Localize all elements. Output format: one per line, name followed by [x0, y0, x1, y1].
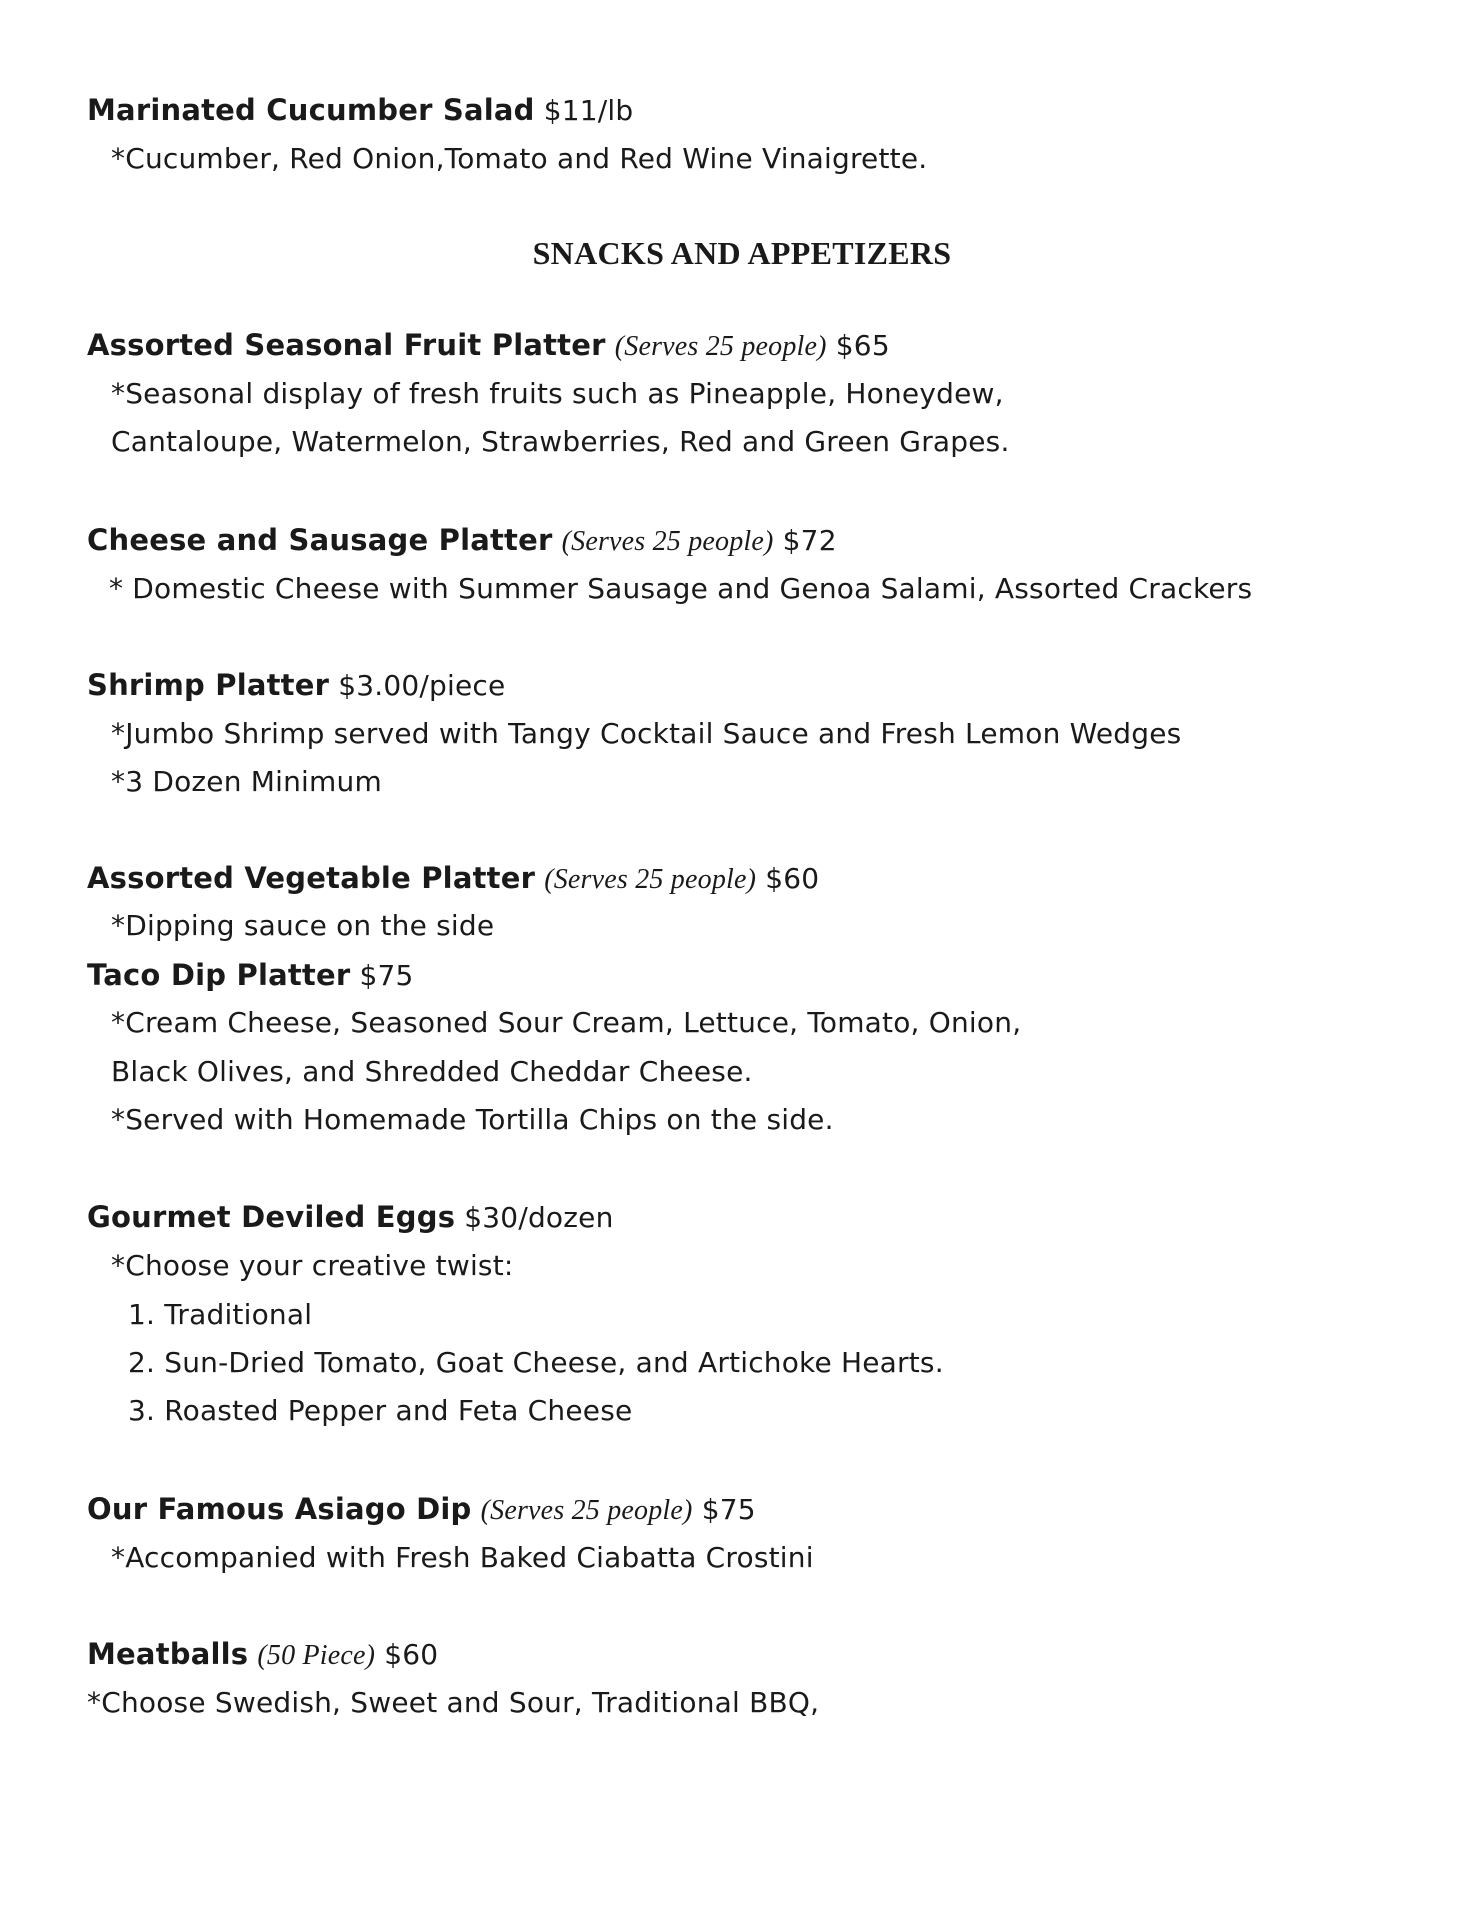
item-description: *Choose your creative twist:	[111, 1249, 514, 1282]
item-description: *Jumbo Shrimp served with Tangy Cocktail Sauce and Fresh Lemon Wedges	[111, 717, 1182, 750]
section-title: SNACKS AND APPETIZERS	[532, 235, 952, 271]
item-price: $65	[835, 329, 890, 362]
item-price: $3.00/piece	[338, 669, 506, 702]
item-description: *Dipping sauce on the side	[111, 909, 495, 942]
item-name: Our Famous Asiago Dip	[87, 1492, 472, 1526]
item-name: Gourmet Deviled Eggs	[87, 1200, 456, 1234]
list-item: 1. Traditional	[128, 1298, 313, 1331]
menu-item-heading	[87, 858, 819, 900]
item-description: *3 Dozen Minimum	[111, 765, 382, 798]
item-price: $60	[384, 1638, 439, 1671]
item-serves: (Serves 25 people)	[561, 526, 774, 557]
item-name: Marinated Cucumber Salad	[87, 93, 535, 127]
item-name: Assorted Seasonal Fruit Platter	[87, 328, 606, 362]
item-price: $75	[359, 959, 414, 992]
menu-item-heading	[87, 955, 414, 996]
item-name: Cheese and Sausage Platter	[87, 523, 553, 557]
menu-item-heading	[87, 1634, 438, 1676]
item-price: $60	[765, 862, 820, 895]
item-serves: (50 Piece)	[257, 1640, 376, 1671]
item-description: *Served with Homemade Tortilla Chips on the side.	[111, 1103, 834, 1136]
item-description: *Seasonal display of fresh fruits such as Pineapple, Honeydew,	[111, 377, 1004, 410]
item-name: Shrimp Platter	[87, 668, 330, 702]
list-item: 3. Roasted Pepper and Feta Cheese	[128, 1394, 633, 1427]
menu-item-heading	[87, 1489, 756, 1531]
item-description: * Domestic Cheese with Summer Sausage and Genoa Salami, Assorted Crackers	[109, 572, 1253, 605]
item-description: *Cucumber, Red Onion,Tomato and Red Wine Vinaigrette.	[111, 142, 928, 175]
list-item: 2. Sun-Dried Tomato, Goat Cheese, and Artichoke Hearts.	[128, 1346, 944, 1379]
item-name: Taco Dip Platter	[87, 958, 351, 992]
item-serves: (Serves 25 people)	[480, 1495, 693, 1526]
menu-item-heading	[87, 665, 505, 706]
item-name: Meatballs	[87, 1637, 249, 1671]
item-serves: (Serves 25 people)	[614, 331, 827, 362]
item-price: $75	[701, 1493, 756, 1526]
menu-item-heading	[87, 1197, 614, 1238]
item-serves: (Serves 25 people)	[544, 864, 757, 895]
item-price: $11/lb	[543, 94, 634, 127]
item-description: *Choose Swedish, Sweet and Sour, Traditional BBQ,	[87, 1686, 820, 1719]
item-name: Assorted Vegetable Platter	[87, 861, 536, 895]
item-description: *Accompanied with Fresh Baked Ciabatta Crostini	[111, 1541, 814, 1574]
item-description: Cantaloupe, Watermelon, Strawberries, Red and Green Grapes.	[111, 425, 1010, 458]
menu-item-heading	[87, 90, 633, 131]
item-price: $72	[782, 524, 837, 557]
item-price: $30/dozen	[464, 1201, 614, 1234]
menu-item-heading	[87, 325, 890, 367]
menu-item-heading	[87, 520, 837, 562]
item-description: *Cream Cheese, Seasoned Sour Cream, Lettuce, Tomato, Onion,	[111, 1006, 1022, 1039]
item-description: Black Olives, and Shredded Cheddar Cheese.	[111, 1055, 753, 1088]
